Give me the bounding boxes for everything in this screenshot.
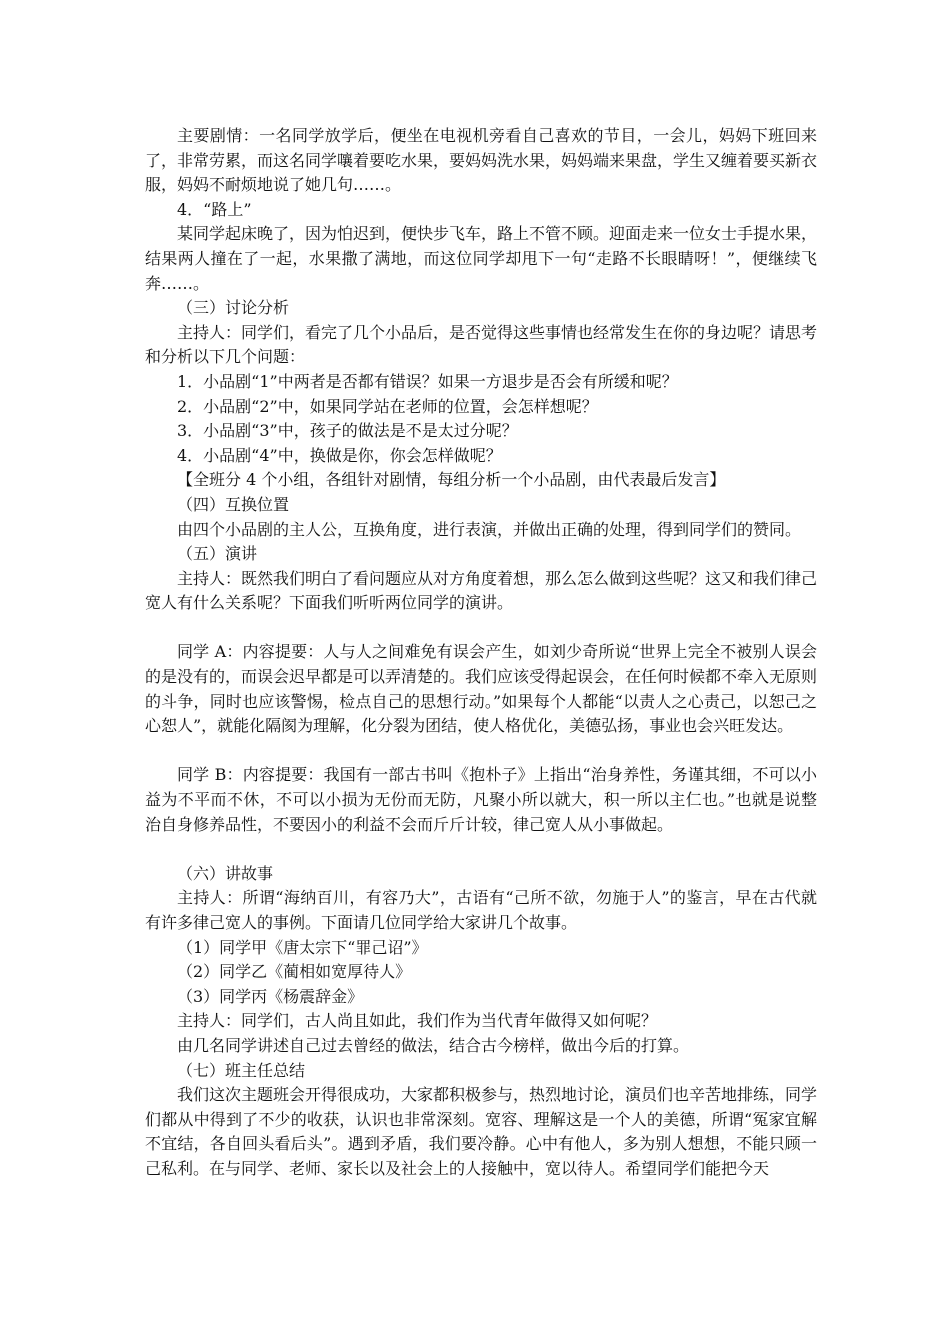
story-item: （2）同学乙《蔺相如宽厚待人》 [177,962,412,982]
story-item: （3）同学丙《杨震辞金》 [177,986,364,1006]
swap-positions-paragraph: 由四个小品剧的主人公，互换角度，进行表演，并做出正确的处理，得到同学们的赞同。 [177,519,802,539]
section-heading-summary: （七）班主任总结 [177,1060,306,1080]
blank-line [145,739,817,764]
host-stories-intro-paragraph: 主持人：所谓“海纳百川，有容乃大”，古语有“己所不欲，勿施于人”的鉴言，早在古代就有许多律己宽人的事例。下面请几位同学给大家讲几个故事。 [145,888,817,932]
question-item: 3．小品剧“3”中，孩子的做法是不是太过分呢？ [177,421,518,441]
question-item: 2．小品剧“2”中，如果同学站在老师的位置，会怎样想呢？ [177,396,598,416]
students-plan-paragraph: 由几名同学讲述自己过去曾经的做法，结合古今榜样，做出今后的打算。 [177,1035,690,1055]
story-item: （1）同学甲《唐太宗下“罪己诏”》 [177,937,428,957]
student-a-speech-paragraph: 同学 A：内容提要：人与人之间难免有误会产生，如刘少奇所说“世界上完全不被别人误会的是没有的，而误会迟早都是可以弄清楚的。我们应该受得起误会，在任何时候都不牵入无原则的斗争，同时也应该警惕，检点自己的思想行动。”如果每个人都能“以责人之心责己，以恕己之心恕人”，就能化隔阂为理解，化分裂为团结，使人格优化，美德弘扬，事业也会兴旺发达。 [145,642,818,736]
blank-line [145,616,817,641]
group-instruction-note: 【全班分 4 个小组，各组针对剧情，每组分析一个小品剧，由代表最后发言】 [177,470,726,490]
blank-line [145,837,817,862]
student-b-speech-paragraph: 同学 B：内容提要：我国有一部古书叫《抱朴子》上指出“治身养性，务谨其细，不可以小益为不平而不休，不可以小损为无份而无防，凡聚小所以就大，积一所以主仁也。”也就是说整治自身修养品性，不要因小的利益不会而斤斤计较，律己宽人从小事做起。 [145,765,817,834]
host-speech-intro-paragraph: 主持人：既然我们明白了看问题应从对方角度着想，那么怎么做到这些呢？这又和我们律己宽人有什么关系呢？下面我们听听两位同学的演讲。 [145,568,818,613]
question-item: 1．小品剧“1”中两者是否都有错误？如果一方退步是否会有所缓和呢？ [177,371,678,391]
plot-description-paragraph: 主要剧情：一名同学放学后，便坐在电视机旁看自己喜欢的节目，一会儿，妈妈下班回来了，非常劳累，而这名同学嚷着要吃水果，要妈妈洗水果，妈妈端来果盘，学生又缠着要买新衣服，妈妈不耐烦地说了她几句……。 [145,126,818,195]
section-heading-speech: （五）演讲 [177,544,258,564]
section-heading-stories: （六）讲故事 [177,863,274,883]
question-item: 4．小品剧“4”中，换做是你，你会怎样做呢？ [177,445,502,465]
host-question-paragraph: 主持人：同学们，古人尚且如此，我们作为当代青年做得又如何呢？ [177,1011,658,1031]
teacher-summary-paragraph: 我们这次主题班会开得很成功，大家都积极参与，热烈地讨论，演员们也辛苦地排练，同学们都从中得到了不少的收获，认识也非常深刻。宽容、理解这是一个人的美德，所谓“冤家宜解不宜结，各自回头看后头”。遇到矛盾，我们要冷静。心中有他人，多为别人想想，不能只顾一己私利。在与同学、老师、家长以及社会上的人接触中，宽以待人。希望同学们能把今天 [145,1085,818,1178]
skit-road-paragraph: 某同学起床晚了，因为怕迟到，便快步飞车，路上不管不顾。迎面走来一位女士手提水果，结果两人撞在了一起，水果撒了满地，而这位同学却甩下一句“走路不长眼睛呀！”，便继续飞奔……。 [145,224,818,293]
host-intro-paragraph: 主持人：同学们，看完了几个小品后，是否觉得这些事情也经常发生在你的身边呢？请思考和分析以下几个问题： [145,322,818,367]
document-body [145,124,817,1182]
section-heading-swap-positions: （四）互换位置 [177,494,290,514]
section-heading-discussion: （三）讨论分析 [177,298,290,318]
section-heading-road: 4．“路上” [177,199,252,219]
